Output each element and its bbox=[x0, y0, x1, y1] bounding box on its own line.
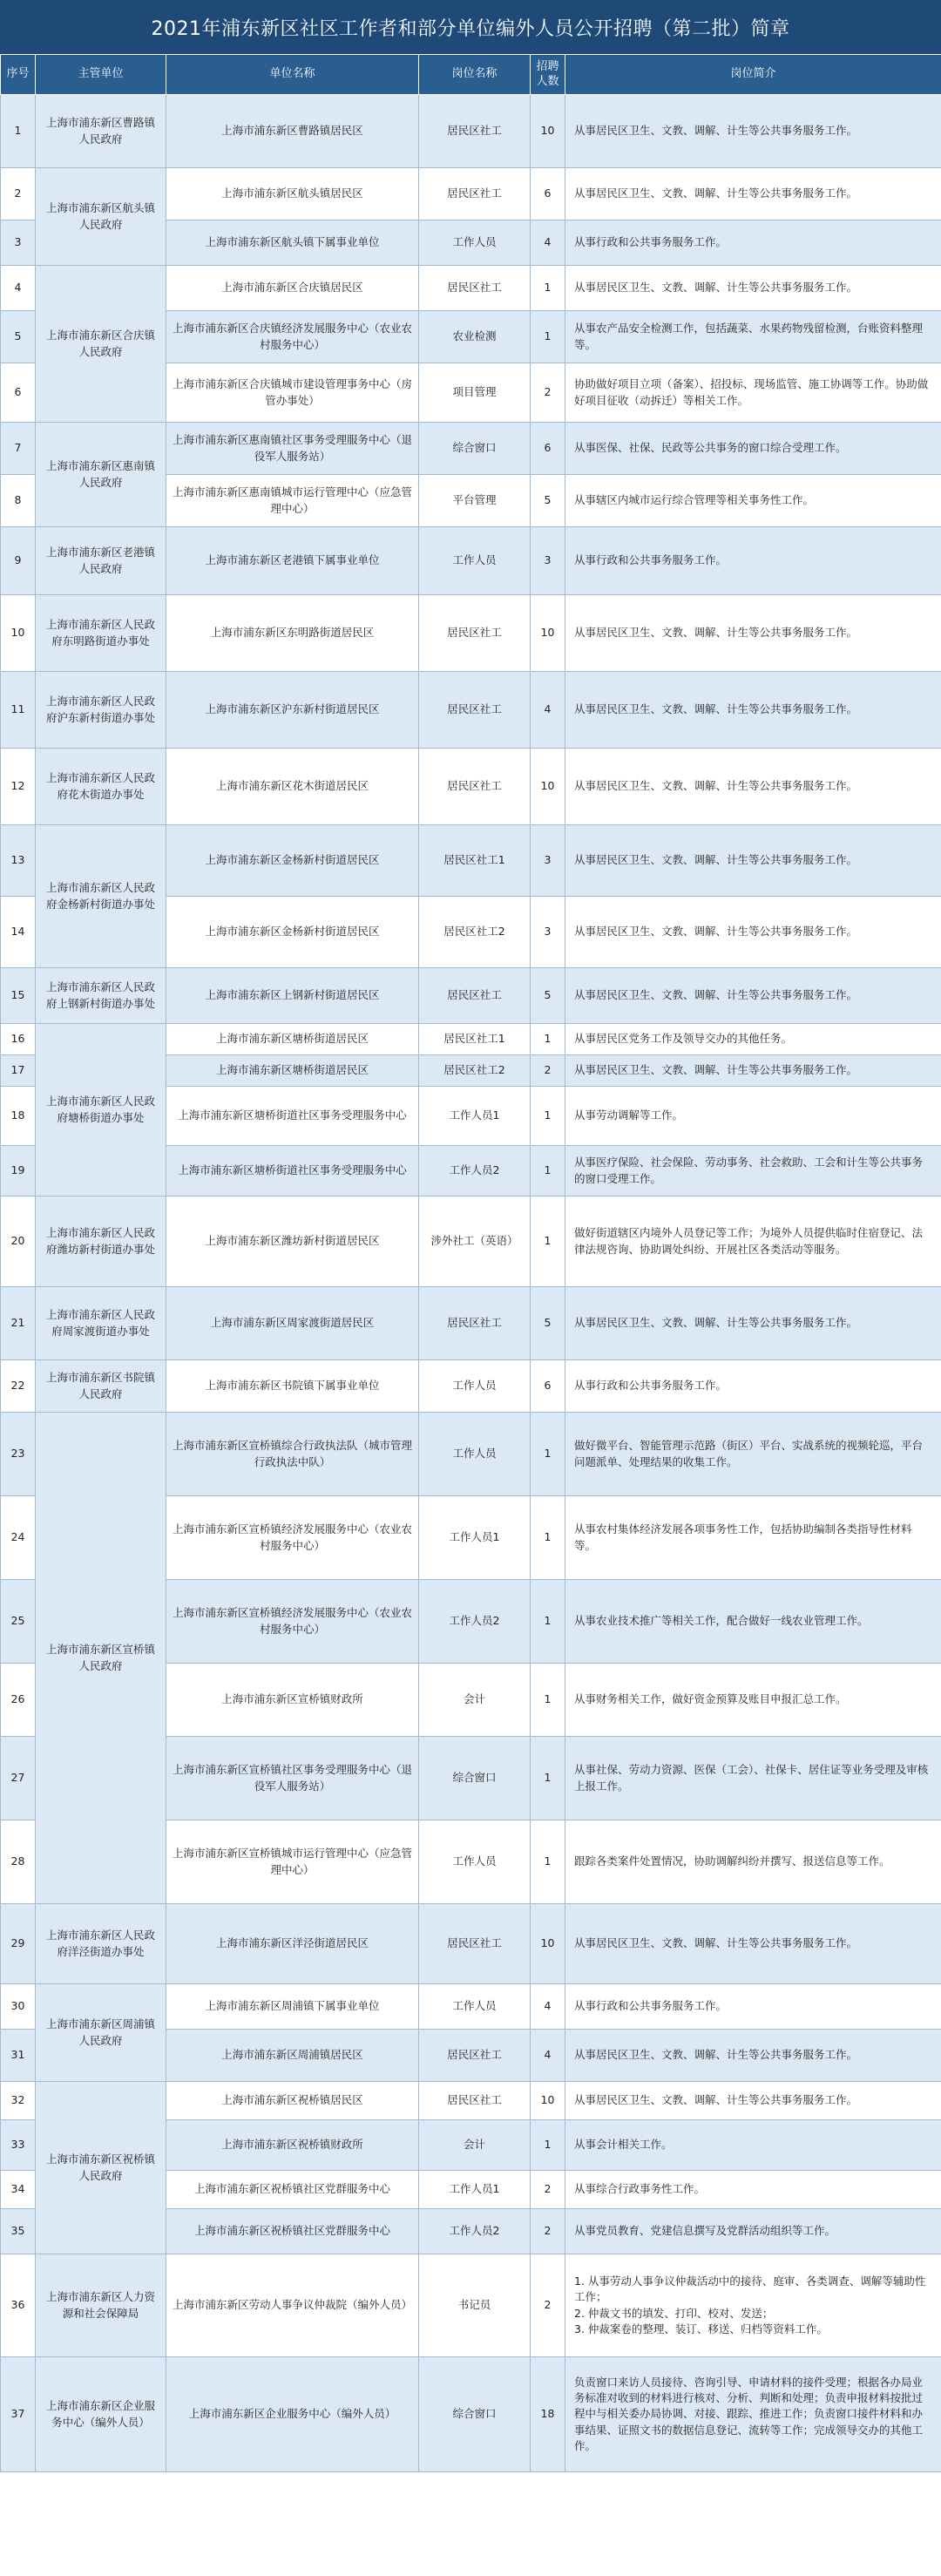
cell-unit: 上海市浦东新区周家渡街道居民区 bbox=[166, 1287, 419, 1360]
cell-num: 10 bbox=[531, 2082, 565, 2120]
cell-dept: 上海市浦东新区人民政府沪东新村街道办事处 bbox=[36, 672, 166, 749]
cell-unit: 上海市浦东新区惠南镇城市运行管理中心（应急管理中心） bbox=[166, 475, 419, 527]
cell-dept: 上海市浦东新区航头镇人民政府 bbox=[36, 168, 166, 266]
cell-unit: 上海市浦东新区塘桥街道居民区 bbox=[166, 1024, 419, 1055]
cell-num: 2 bbox=[531, 1055, 565, 1087]
cell-num: 4 bbox=[531, 672, 565, 749]
cell-no: 5 bbox=[1, 311, 36, 363]
table-row bbox=[1, 1287, 941, 1360]
cell-no: 4 bbox=[1, 266, 36, 311]
cell-dept: 上海市浦东新区人民政府花木街道办事处 bbox=[36, 749, 166, 825]
table-row bbox=[1, 2254, 941, 2357]
cell-dept: 上海市浦东新区惠南镇人民政府 bbox=[36, 423, 166, 527]
table-header-row bbox=[1, 55, 941, 95]
cell-post: 工作人员2 bbox=[419, 2209, 531, 2254]
cell-dept: 上海市浦东新区宣桥镇人民政府 bbox=[36, 1413, 166, 1904]
cell-num: 6 bbox=[531, 1360, 565, 1413]
cell-desc: 跟踪各类案件处置情况，协助调解纠纷并撰写、报送信息等工作。 bbox=[565, 1820, 941, 1904]
cell-desc: 从事行政和公共事务服务工作。 bbox=[565, 527, 941, 595]
cell-num: 18 bbox=[531, 2357, 565, 2472]
cell-dept: 上海市浦东新区人力资源和社会保障局 bbox=[36, 2254, 166, 2357]
cell-post: 居民区社工2 bbox=[419, 1055, 531, 1087]
cell-unit: 上海市浦东新区金杨新村街道居民区 bbox=[166, 897, 419, 968]
cell-unit: 上海市浦东新区宣桥镇社区事务受理服务中心（退役军人服务站） bbox=[166, 1737, 419, 1820]
cell-dept: 上海市浦东新区人民政府东明路街道办事处 bbox=[36, 595, 166, 672]
table-row bbox=[1, 168, 941, 220]
cell-unit: 上海市浦东新区合庆镇城市建设管理事务中心（房管办事处） bbox=[166, 363, 419, 423]
recruitment-table bbox=[0, 54, 941, 2472]
cell-unit: 上海市浦东新区航头镇居民区 bbox=[166, 168, 419, 220]
cell-desc: 从事居民区卫生、文教、调解、计生等公共事务服务工作。 bbox=[565, 749, 941, 825]
cell-desc: 从事居民区党务工作及领导交办的其他任务。 bbox=[565, 1024, 941, 1055]
cell-num: 6 bbox=[531, 168, 565, 220]
cell-dept: 上海市浦东新区书院镇人民政府 bbox=[36, 1360, 166, 1413]
cell-desc: 从事居民区卫生、文教、调解、计生等公共事务服务工作。 bbox=[565, 2030, 941, 2082]
table-row bbox=[1, 423, 941, 475]
cell-desc: 从事居民区卫生、文教、调解、计生等公共事务服务工作。 bbox=[565, 1287, 941, 1360]
cell-num: 4 bbox=[531, 1984, 565, 2030]
cell-dept: 上海市浦东新区人民政府金杨新村街道办事处 bbox=[36, 825, 166, 968]
cell-desc: 从事劳动调解等工作。 bbox=[565, 1087, 941, 1146]
cell-post: 工作人员 bbox=[419, 1820, 531, 1904]
cell-post: 综合窗口 bbox=[419, 1737, 531, 1820]
cell-no: 12 bbox=[1, 749, 36, 825]
cell-num: 2 bbox=[531, 363, 565, 423]
cell-post: 居民区社工1 bbox=[419, 1024, 531, 1055]
cell-num: 1 bbox=[531, 1413, 565, 1496]
cell-no: 28 bbox=[1, 1820, 36, 1904]
cell-no: 29 bbox=[1, 1904, 36, 1984]
cell-desc: 从事财务相关工作，做好资金预算及账目申报汇总工作。 bbox=[565, 1664, 941, 1737]
cell-desc: 从事行政和公共事务服务工作。 bbox=[565, 1984, 941, 2030]
cell-unit: 上海市浦东新区宣桥镇综合行政执法队（城市管理行政执法中队） bbox=[166, 1413, 419, 1496]
cell-no: 32 bbox=[1, 2082, 36, 2120]
cell-desc: 从事农村集体经济发展各项事务性工作，包括协助编制各类指导性材料等。 bbox=[565, 1496, 941, 1580]
cell-post: 会计 bbox=[419, 2120, 531, 2171]
cell-desc: 从事居民区卫生、文教、调解、计生等公共事务服务工作。 bbox=[565, 1055, 941, 1087]
cell-post: 居民区社工 bbox=[419, 2082, 531, 2120]
cell-num: 2 bbox=[531, 2171, 565, 2209]
cell-desc: 从事行政和公共事务服务工作。 bbox=[565, 1360, 941, 1413]
cell-no: 30 bbox=[1, 1984, 36, 2030]
cell-unit: 上海市浦东新区宣桥镇城市运行管理中心（应急管理中心） bbox=[166, 1820, 419, 1904]
cell-post: 居民区社工 bbox=[419, 266, 531, 311]
cell-unit: 上海市浦东新区潍坊新村街道居民区 bbox=[166, 1196, 419, 1287]
cell-post: 综合窗口 bbox=[419, 423, 531, 475]
cell-no: 13 bbox=[1, 825, 36, 897]
cell-dept: 上海市浦东新区人民政府上钢新村街道办事处 bbox=[36, 968, 166, 1024]
cell-dept: 上海市浦东新区合庆镇人民政府 bbox=[36, 266, 166, 423]
cell-unit: 上海市浦东新区劳动人事争议仲裁院（编外人员） bbox=[166, 2254, 419, 2357]
cell-post: 工作人员2 bbox=[419, 1580, 531, 1664]
cell-num: 1 bbox=[531, 1820, 565, 1904]
cell-num: 10 bbox=[531, 95, 565, 168]
cell-unit: 上海市浦东新区沪东新村街道居民区 bbox=[166, 672, 419, 749]
cell-no: 37 bbox=[1, 2357, 36, 2472]
cell-post: 平台管理 bbox=[419, 475, 531, 527]
cell-unit: 上海市浦东新区惠南镇社区事务受理服务中心（退役军人服务站） bbox=[166, 423, 419, 475]
cell-post: 居民区社工 bbox=[419, 168, 531, 220]
cell-no: 33 bbox=[1, 2120, 36, 2171]
cell-post: 居民区社工 bbox=[419, 672, 531, 749]
table-row bbox=[1, 595, 941, 672]
cell-dept: 上海市浦东新区祝桥镇人民政府 bbox=[36, 2082, 166, 2254]
cell-no: 19 bbox=[1, 1146, 36, 1196]
cell-no: 9 bbox=[1, 527, 36, 595]
cell-num: 3 bbox=[531, 825, 565, 897]
cell-no: 10 bbox=[1, 595, 36, 672]
cell-num: 1 bbox=[531, 1737, 565, 1820]
cell-post: 居民区社工 bbox=[419, 595, 531, 672]
table-row bbox=[1, 672, 941, 749]
cell-post: 居民区社工 bbox=[419, 1904, 531, 1984]
cell-no: 18 bbox=[1, 1087, 36, 1146]
cell-num: 1 bbox=[531, 1146, 565, 1196]
cell-dept: 上海市浦东新区人民政府洋泾街道办事处 bbox=[36, 1904, 166, 1984]
cell-unit: 上海市浦东新区祝桥镇社区党群服务中心 bbox=[166, 2209, 419, 2254]
cell-desc: 从事居民区卫生、文教、调解、计生等公共事务服务工作。 bbox=[565, 897, 941, 968]
cell-unit: 上海市浦东新区企业服务中心（编外人员） bbox=[166, 2357, 419, 2472]
cell-unit: 上海市浦东新区金杨新村街道居民区 bbox=[166, 825, 419, 897]
cell-no: 27 bbox=[1, 1737, 36, 1820]
table-row bbox=[1, 825, 941, 897]
cell-num: 1 bbox=[531, 311, 565, 363]
cell-unit: 上海市浦东新区东明路街道居民区 bbox=[166, 595, 419, 672]
cell-post: 居民区社工2 bbox=[419, 897, 531, 968]
cell-dept: 上海市浦东新区企业服务中心（编外人员） bbox=[36, 2357, 166, 2472]
cell-unit: 上海市浦东新区航头镇下属事业单位 bbox=[166, 220, 419, 266]
cell-unit: 上海市浦东新区合庆镇居民区 bbox=[166, 266, 419, 311]
cell-no: 21 bbox=[1, 1287, 36, 1360]
cell-num: 1 bbox=[531, 266, 565, 311]
cell-unit: 上海市浦东新区花木街道居民区 bbox=[166, 749, 419, 825]
cell-post: 居民区社工 bbox=[419, 968, 531, 1024]
cell-post: 工作人员1 bbox=[419, 1496, 531, 1580]
cell-unit: 上海市浦东新区塘桥街道社区事务受理服务中心 bbox=[166, 1146, 419, 1196]
cell-desc: 从事党员教育、党建信息撰写及党群活动组织等工作。 bbox=[565, 2209, 941, 2254]
cell-no: 1 bbox=[1, 95, 36, 168]
cell-desc: 协助做好项目立项（备案）、招投标、现场监管、施工协调等工作。协助做好项目征收（动拆迁）等相关工作。 bbox=[565, 363, 941, 423]
cell-unit: 上海市浦东新区宣桥镇财政所 bbox=[166, 1664, 419, 1737]
cell-post: 居民区社工 bbox=[419, 749, 531, 825]
cell-post: 居民区社工 bbox=[419, 1287, 531, 1360]
cell-unit: 上海市浦东新区周浦镇下属事业单位 bbox=[166, 1984, 419, 2030]
cell-desc: 从事行政和公共事务服务工作。 bbox=[565, 220, 941, 266]
header-unit: 单位名称 bbox=[166, 55, 419, 95]
cell-desc: 从事综合行政事务性工作。 bbox=[565, 2171, 941, 2209]
cell-desc: 从事居民区卫生、文教、调解、计生等公共事务服务工作。 bbox=[565, 968, 941, 1024]
cell-post: 涉外社工（英语） bbox=[419, 1196, 531, 1287]
cell-num: 10 bbox=[531, 1904, 565, 1984]
cell-no: 16 bbox=[1, 1024, 36, 1055]
cell-no: 11 bbox=[1, 672, 36, 749]
cell-post: 工作人员1 bbox=[419, 1087, 531, 1146]
cell-desc: 从事农产品安全检测工作，包括蔬菜、水果药物残留检测，台账资料整理等。 bbox=[565, 311, 941, 363]
header-no: 序号 bbox=[1, 55, 36, 95]
cell-num: 3 bbox=[531, 897, 565, 968]
table-row bbox=[1, 266, 941, 311]
cell-post: 会计 bbox=[419, 1664, 531, 1737]
cell-num: 1 bbox=[531, 1664, 565, 1737]
cell-no: 35 bbox=[1, 2209, 36, 2254]
cell-post: 工作人员 bbox=[419, 1413, 531, 1496]
cell-num: 6 bbox=[531, 423, 565, 475]
document-title: 2021年浦东新区社区工作者和部分单位编外人员公开招聘（第二批）简章 bbox=[0, 0, 941, 54]
cell-post: 工作人员1 bbox=[419, 2171, 531, 2209]
cell-no: 24 bbox=[1, 1496, 36, 1580]
cell-num: 2 bbox=[531, 2254, 565, 2357]
cell-dept: 上海市浦东新区人民政府周家渡街道办事处 bbox=[36, 1287, 166, 1360]
cell-num: 1 bbox=[531, 1024, 565, 1055]
cell-num: 3 bbox=[531, 527, 565, 595]
cell-unit: 上海市浦东新区祝桥镇居民区 bbox=[166, 2082, 419, 2120]
cell-desc: 1. 从事劳动人事争议仲裁活动中的接待、庭审、各类调查、调解等辅助性工作； 2. 仲裁文书的填发、打印、校对、发送； 3. 仲裁案卷的整理、装订、移送、归档等资料工作。 bbox=[565, 2254, 941, 2357]
cell-num: 1 bbox=[531, 1087, 565, 1146]
cell-unit: 上海市浦东新区塘桥街道居民区 bbox=[166, 1055, 419, 1087]
cell-no: 3 bbox=[1, 220, 36, 266]
cell-unit: 上海市浦东新区宣桥镇经济发展服务中心（农业农村服务中心） bbox=[166, 1496, 419, 1580]
table-row bbox=[1, 968, 941, 1024]
cell-desc: 做好街道辖区内境外人员登记等工作；为境外人员提供临时住宿登记、法律法规咨询、协助调处纠纷、开展社区各类活动等服务。 bbox=[565, 1196, 941, 1287]
cell-unit: 上海市浦东新区祝桥镇财政所 bbox=[166, 2120, 419, 2171]
cell-unit: 上海市浦东新区宣桥镇经济发展服务中心（农业农村服务中心） bbox=[166, 1580, 419, 1664]
cell-num: 10 bbox=[531, 595, 565, 672]
header-dept: 主管单位 bbox=[36, 55, 166, 95]
cell-desc: 从事医保、社保、民政等公共事务的窗口综合受理工作。 bbox=[565, 423, 941, 475]
cell-num: 5 bbox=[531, 1287, 565, 1360]
cell-unit: 上海市浦东新区洋泾街道居民区 bbox=[166, 1904, 419, 1984]
cell-desc: 从事居民区卫生、文教、调解、计生等公共事务服务工作。 bbox=[565, 672, 941, 749]
table-row bbox=[1, 95, 941, 168]
cell-num: 1 bbox=[531, 1496, 565, 1580]
cell-no: 20 bbox=[1, 1196, 36, 1287]
cell-post: 工作人员 bbox=[419, 527, 531, 595]
cell-unit: 上海市浦东新区周浦镇居民区 bbox=[166, 2030, 419, 2082]
cell-no: 26 bbox=[1, 1664, 36, 1737]
table-row bbox=[1, 1904, 941, 1984]
table-row bbox=[1, 1196, 941, 1287]
cell-dept: 上海市浦东新区老港镇人民政府 bbox=[36, 527, 166, 595]
header-desc: 岗位简介 bbox=[565, 55, 941, 95]
table-row bbox=[1, 749, 941, 825]
cell-post: 居民区社工1 bbox=[419, 825, 531, 897]
cell-desc: 从事会计相关工作。 bbox=[565, 2120, 941, 2171]
cell-post: 居民区社工 bbox=[419, 2030, 531, 2082]
header-post: 岗位名称 bbox=[419, 55, 531, 95]
cell-num: 2 bbox=[531, 2209, 565, 2254]
cell-post: 工作人员 bbox=[419, 1984, 531, 2030]
cell-num: 4 bbox=[531, 220, 565, 266]
cell-post: 书记员 bbox=[419, 2254, 531, 2357]
cell-no: 23 bbox=[1, 1413, 36, 1496]
cell-desc: 从事居民区卫生、文教、调解、计生等公共事务服务工作。 bbox=[565, 825, 941, 897]
cell-desc: 从事居民区卫生、文教、调解、计生等公共事务服务工作。 bbox=[565, 95, 941, 168]
cell-unit: 上海市浦东新区合庆镇经济发展服务中心（农业农村服务中心） bbox=[166, 311, 419, 363]
cell-no: 14 bbox=[1, 897, 36, 968]
cell-post: 居民区社工 bbox=[419, 95, 531, 168]
cell-desc: 从事社保、劳动力资源、医保（工会）、社保卡、居住证等业务受理及审核上报工作。 bbox=[565, 1737, 941, 1820]
cell-dept: 上海市浦东新区人民政府塘桥街道办事处 bbox=[36, 1024, 166, 1196]
cell-no: 31 bbox=[1, 2030, 36, 2082]
cell-dept: 上海市浦东新区曹路镇人民政府 bbox=[36, 95, 166, 168]
cell-desc: 从事居民区卫生、文教、调解、计生等公共事务服务工作。 bbox=[565, 1904, 941, 1984]
cell-no: 7 bbox=[1, 423, 36, 475]
cell-post: 综合窗口 bbox=[419, 2357, 531, 2472]
cell-num: 10 bbox=[531, 749, 565, 825]
cell-desc: 从事居民区卫生、文教、调解、计生等公共事务服务工作。 bbox=[565, 2082, 941, 2120]
cell-unit: 上海市浦东新区祝桥镇社区党群服务中心 bbox=[166, 2171, 419, 2209]
cell-num: 1 bbox=[531, 1580, 565, 1664]
table-row bbox=[1, 1024, 941, 1055]
cell-dept: 上海市浦东新区人民政府潍坊新村街道办事处 bbox=[36, 1196, 166, 1287]
cell-unit: 上海市浦东新区老港镇下属事业单位 bbox=[166, 527, 419, 595]
cell-num: 5 bbox=[531, 968, 565, 1024]
header-num: 招聘人数 bbox=[531, 55, 565, 95]
cell-desc: 从事居民区卫生、文教、调解、计生等公共事务服务工作。 bbox=[565, 168, 941, 220]
cell-unit: 上海市浦东新区上钢新村街道居民区 bbox=[166, 968, 419, 1024]
cell-post: 工作人员 bbox=[419, 220, 531, 266]
cell-desc: 从事医疗保险、社会保险、劳动事务、社会救助、工会和计生等公共事务的窗口受理工作。 bbox=[565, 1146, 941, 1196]
cell-num: 5 bbox=[531, 475, 565, 527]
table-body bbox=[1, 95, 941, 2472]
table-row bbox=[1, 527, 941, 595]
cell-unit: 上海市浦东新区书院镇下属事业单位 bbox=[166, 1360, 419, 1413]
cell-no: 34 bbox=[1, 2171, 36, 2209]
cell-unit: 上海市浦东新区曹路镇居民区 bbox=[166, 95, 419, 168]
table-row bbox=[1, 1413, 941, 1496]
cell-no: 15 bbox=[1, 968, 36, 1024]
table-row bbox=[1, 2082, 941, 2120]
cell-no: 2 bbox=[1, 168, 36, 220]
cell-no: 22 bbox=[1, 1360, 36, 1413]
cell-no: 6 bbox=[1, 363, 36, 423]
cell-unit: 上海市浦东新区塘桥街道社区事务受理服务中心 bbox=[166, 1087, 419, 1146]
cell-dept: 上海市浦东新区周浦镇人民政府 bbox=[36, 1984, 166, 2082]
cell-desc: 从事居民区卫生、文教、调解、计生等公共事务服务工作。 bbox=[565, 266, 941, 311]
cell-desc: 从事辖区内城市运行综合管理等相关事务性工作。 bbox=[565, 475, 941, 527]
cell-no: 36 bbox=[1, 2254, 36, 2357]
cell-post: 项目管理 bbox=[419, 363, 531, 423]
cell-post: 工作人员2 bbox=[419, 1146, 531, 1196]
cell-num: 1 bbox=[531, 2120, 565, 2171]
cell-desc: 负责窗口来访人员接待、咨询引导、申请材料的接件受理；根据各办局业务标准对收到的材料进行核对、分析、判断和处理；负责申报材料按批过程中与相关委办局协调、对接、跟踪、推进工作；负责窗口接件材料和办事结果、证照文书的数据信息登记、流转等工作；完成领导交办的其他工作。 bbox=[565, 2357, 941, 2472]
cell-post: 工作人员 bbox=[419, 1360, 531, 1413]
cell-no: 25 bbox=[1, 1580, 36, 1664]
cell-no: 8 bbox=[1, 475, 36, 527]
cell-desc: 做好微平台、智能管理示范路（街区）平台、实战系统的视频轮巡，平台问题派单、处理结果的收集工作。 bbox=[565, 1413, 941, 1496]
cell-desc: 从事居民区卫生、文教、调解、计生等公共事务服务工作。 bbox=[565, 595, 941, 672]
cell-no: 17 bbox=[1, 1055, 36, 1087]
table-row bbox=[1, 1984, 941, 2030]
cell-post: 农业检测 bbox=[419, 311, 531, 363]
cell-desc: 从事农业技术推广等相关工作，配合做好一线农业管理工作。 bbox=[565, 1580, 941, 1664]
cell-num: 4 bbox=[531, 2030, 565, 2082]
table-row bbox=[1, 2357, 941, 2472]
table-row bbox=[1, 1360, 941, 1413]
cell-num: 1 bbox=[531, 1196, 565, 1287]
